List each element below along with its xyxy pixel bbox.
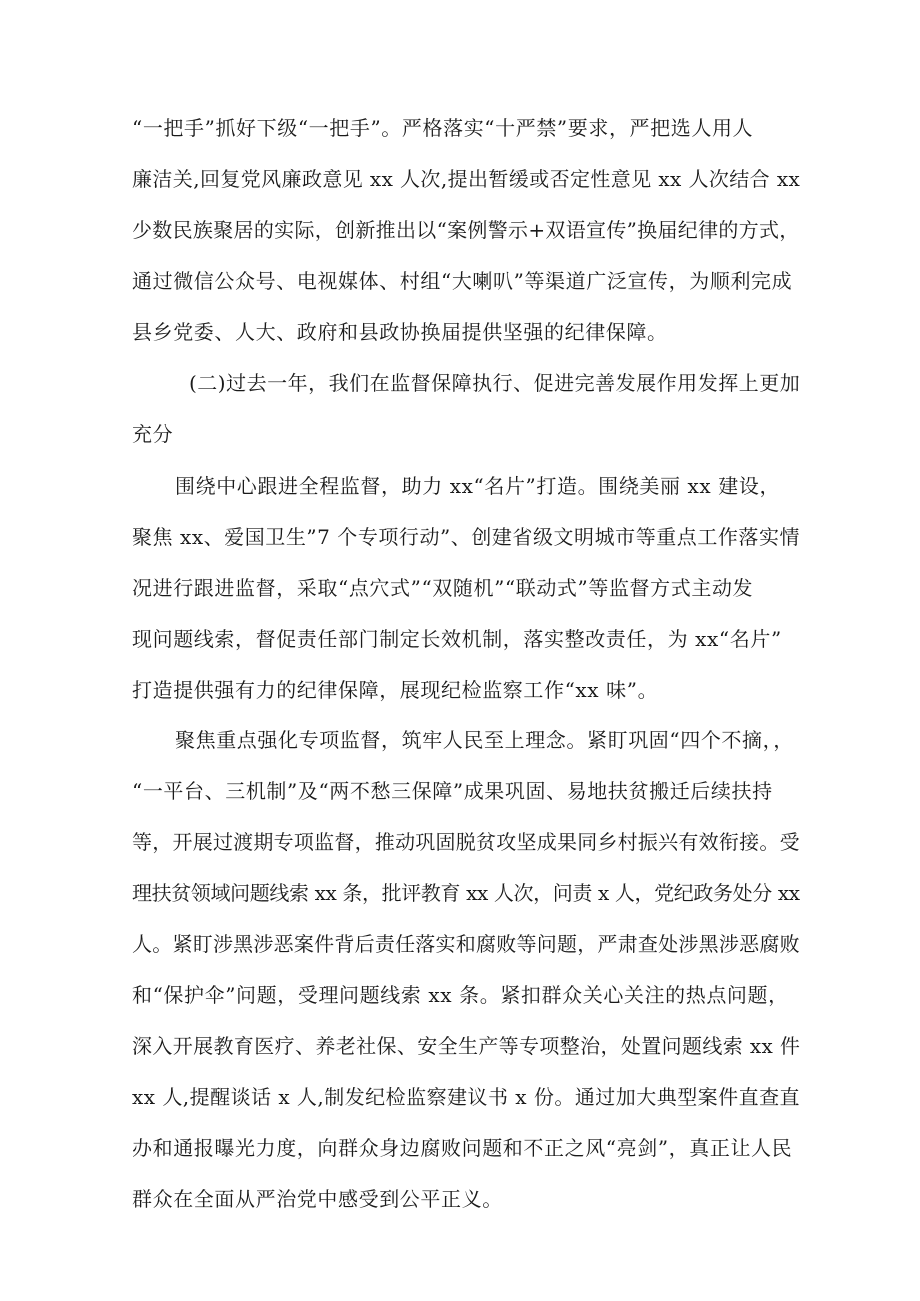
- text-line: 和“保护伞”问题，受理问题线索 xx 条。紧扣群众关心关注的热点问题，: [132, 983, 789, 1007]
- text-line: 聚焦重点强化专项监督，筑牢人民至上理念。紧盯巩固“四个不摘，，: [175, 728, 794, 752]
- text-line: 理扶贫领域问题线索 xx 条，批评教育 xx 人次，问责 x 人，党纪政务处分 xx: [132, 881, 800, 905]
- text-line: 围绕中心跟进全程监督，助力 xx“名片”打造。围绕美丽 xx 建设，: [175, 474, 781, 498]
- text-line: 少数民族聚居的实际，创新推出以“案例警示+双语宣传”换届纪律的方式，: [132, 218, 800, 242]
- text-line: “一把手”抓好下级“一把手”。严格落实“十严禁”要求，严把选人用人: [132, 116, 754, 140]
- text-line: 通过微信公众号、电视媒体、村组“大喇叭”等渠道广泛宣传，为顺利完成: [132, 269, 793, 293]
- text-line: xx 人,提醒谈话 x 人,制发纪检监察建议书 x 份。通过加大典型案件直查直: [132, 1085, 801, 1109]
- text-line: 廉洁关,回复党风廉政意见 xx 人次,提出暂缓或否定性意见 xx 人次结合 xx: [132, 167, 801, 191]
- text-line: 打造提供强有力的纪律保障，展现纪检监察工作“xx 味”。: [132, 678, 659, 702]
- text-line: 人。紧盯涉黑涉恶案件背后责任落实和腐败等问题，严肃查处涉黑涉恶腐败: [132, 932, 800, 956]
- text-line: 办和通报曝光力度，向群众身边腐败问题和不正之风“亮剑”，真正让人民: [132, 1136, 793, 1160]
- text-line: “一平台、三机制”及“两不愁三保障”成果巩固、易地扶贫搬迁后续扶持: [132, 779, 773, 803]
- text-line: 深入开展教育医疗、养老社保、安全生产等专项整治，处置问题线索 xx 件: [132, 1034, 801, 1058]
- text-line: 县乡党委、人大、政府和县政协换届提供坚强的纪律保障。: [132, 320, 668, 344]
- text-line: 况进行跟进监督，采取“点穴式”“双随机”“联动式”等监督方式主动发: [132, 576, 754, 600]
- text-line: 现问题线索，督促责任部门制定长效机制，落实整改责任，为 xx“名片”: [132, 627, 782, 651]
- text-line: 等，开展过渡期专项监督，推动巩固脱贫攻坚成果同乡村振兴有效衔接。受: [132, 830, 800, 854]
- section-heading-continued: 充分: [132, 422, 174, 446]
- text-line: 聚焦 xx、爱国卫生”7 个专项行动”、创建省级文明城市等重点工作落实情: [132, 525, 801, 549]
- section-heading: (二)过去一年，我们在监督保障执行、促进完善发展作用发挥上更加: [189, 371, 801, 395]
- text-line: 群众在全面从严治党中感受到公平正义。: [132, 1187, 503, 1211]
